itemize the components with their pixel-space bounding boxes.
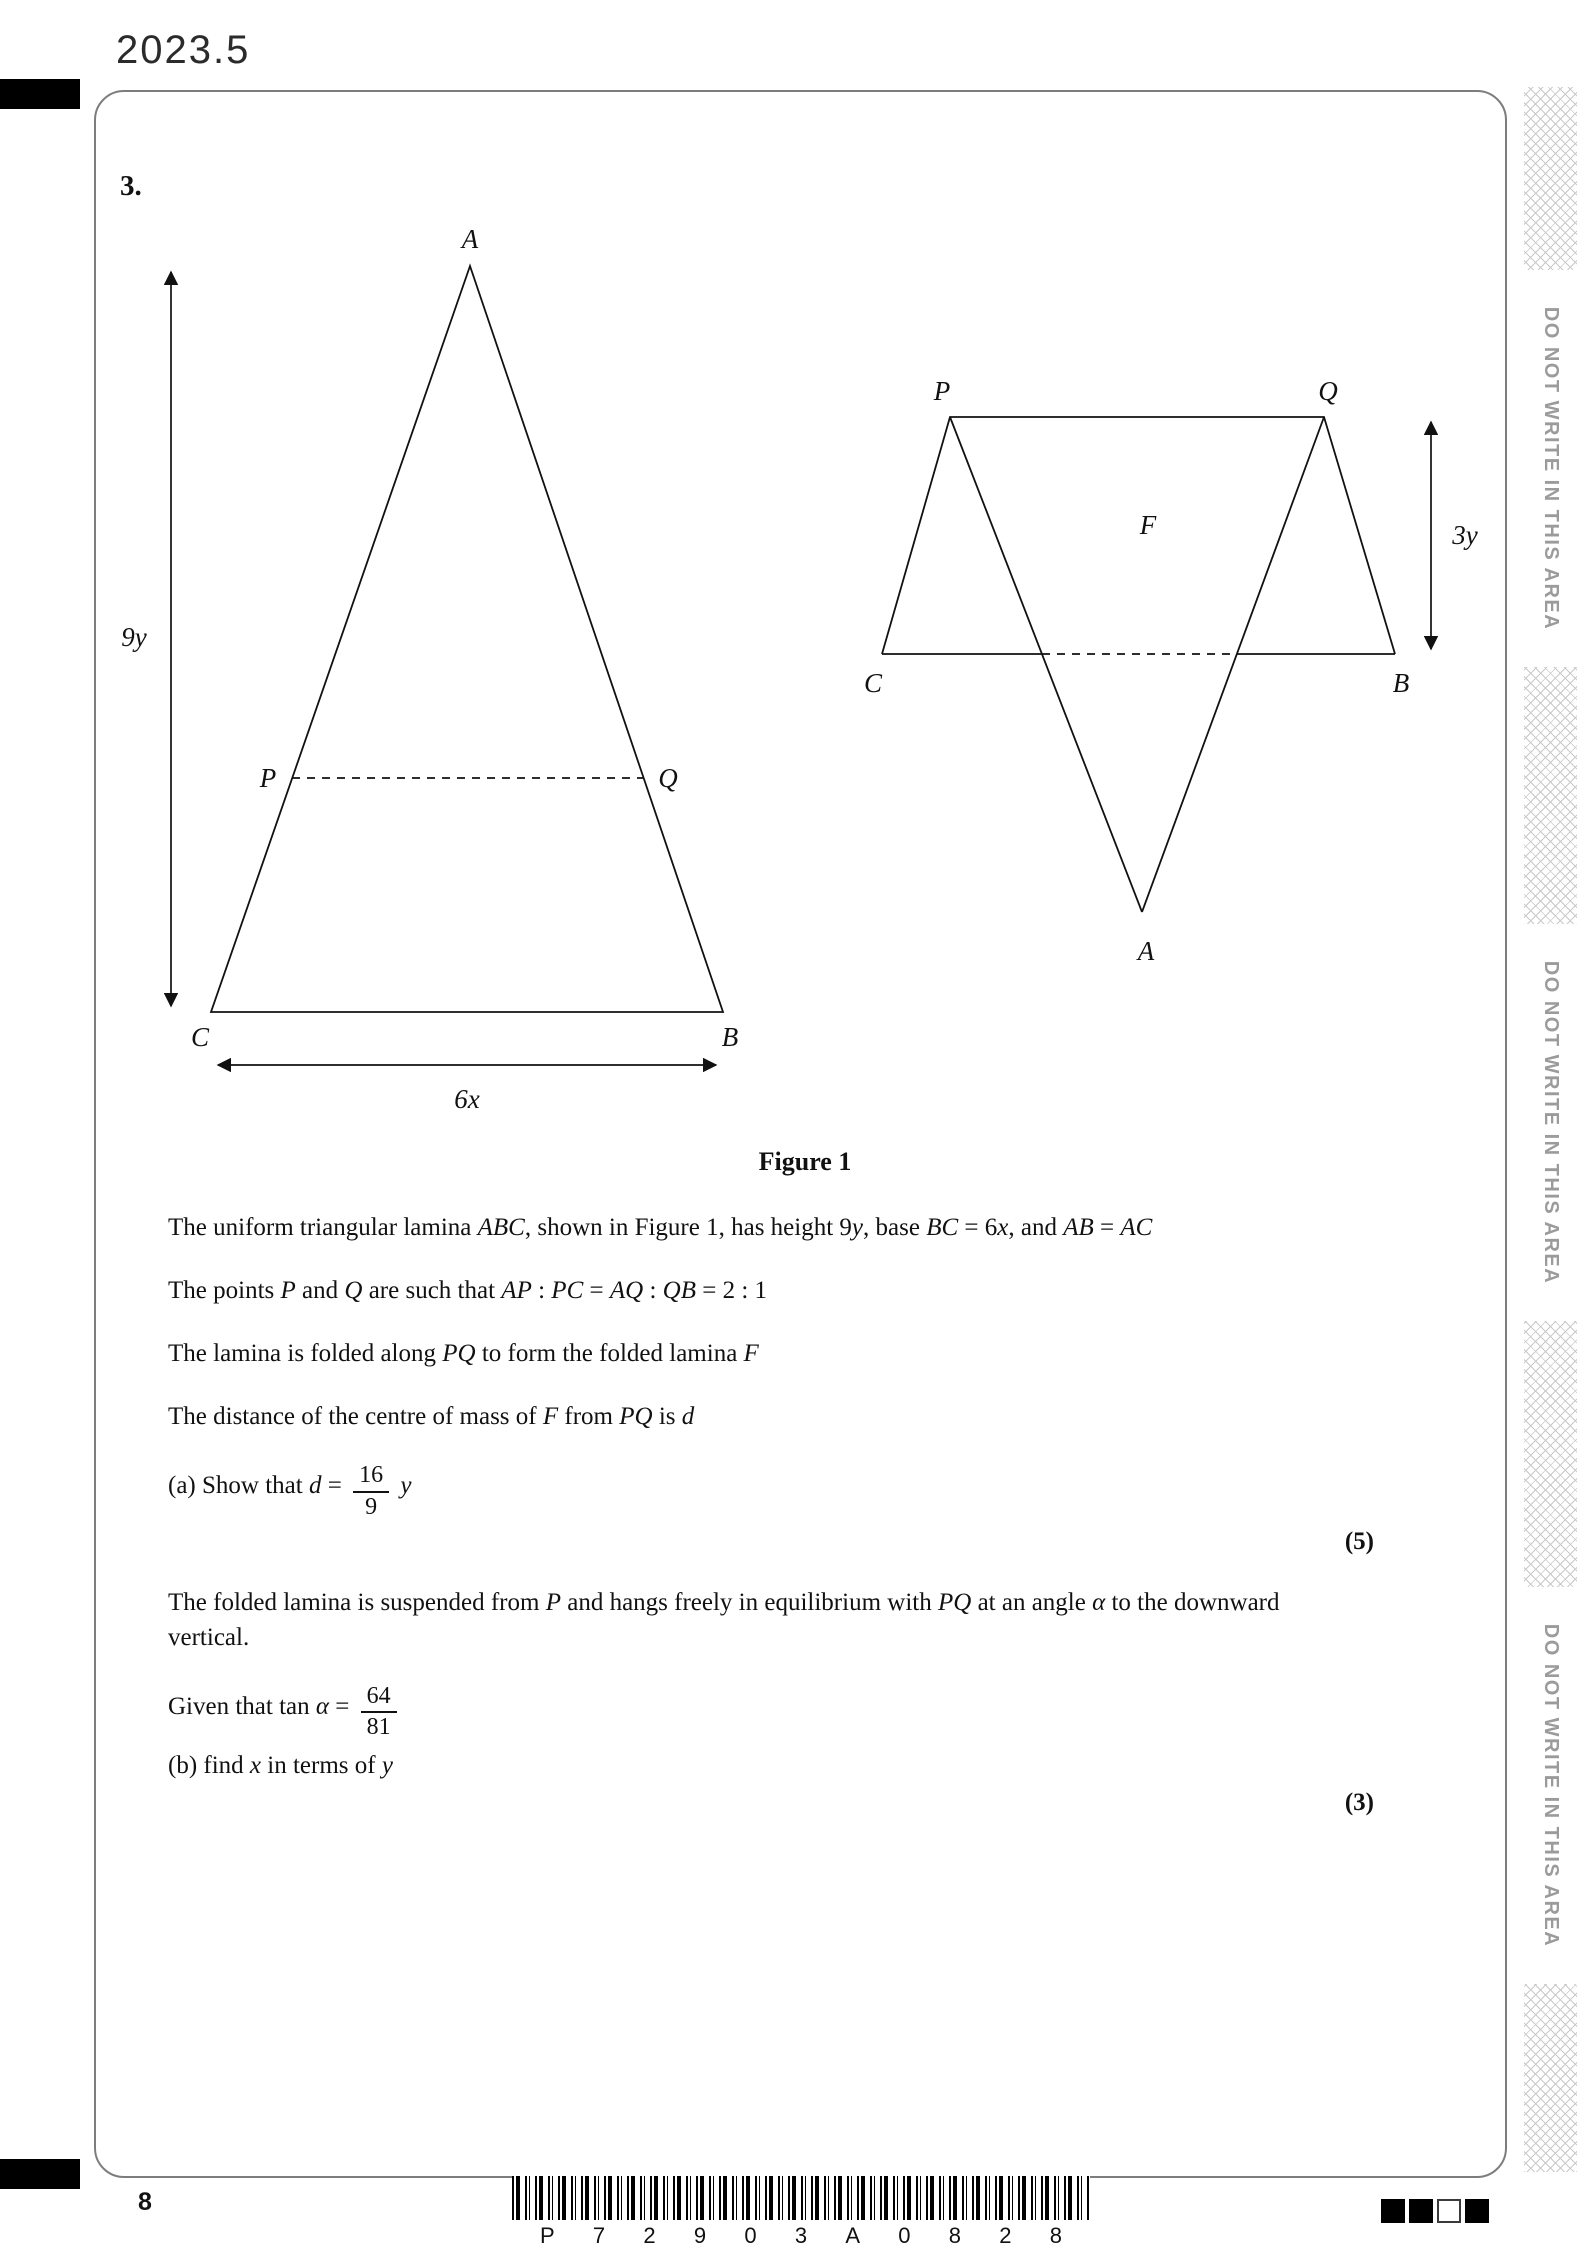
left-figure-labels bbox=[121, 224, 738, 1114]
binding-mark-top bbox=[0, 79, 80, 109]
marks-part-b: (3) bbox=[1344, 1788, 1374, 1816]
fraction: $\frac{64}{81}$ bbox=[361, 1683, 397, 1742]
barcode-char: 0 bbox=[744, 2223, 757, 2245]
do-not-write-label: DO NOT WRITE IN THIS AREA bbox=[1540, 306, 1563, 631]
barcode-digits bbox=[512, 2223, 1090, 2245]
triangle-lamina-abc bbox=[211, 266, 723, 1012]
paragraph-centre-of-mass: The distance of the centre of mass of F from PQ is d bbox=[168, 1403, 695, 1431]
barcode bbox=[512, 2176, 1090, 2220]
question-box bbox=[94, 90, 1507, 2178]
paragraph-fold: The lamina is folded along PQ to form the folded lamina F bbox=[168, 1340, 759, 1368]
part-b-statement: (b) find x in terms of y bbox=[168, 1751, 393, 1779]
barcode-char: A bbox=[845, 2223, 861, 2245]
vertex-label-b: B bbox=[1392, 668, 1410, 698]
do-not-write-strip bbox=[1524, 87, 1577, 2172]
barcode-char: 9 bbox=[693, 2223, 707, 2245]
corner-squares bbox=[1381, 2199, 1489, 2223]
do-not-write-text bbox=[1524, 270, 1577, 667]
paragraph-suspension: The folded lamina is suspended from P and hangs freely in equilibrium with PQ at an angle α to the downward vertical. bbox=[168, 1588, 1280, 1651]
do-not-write-text bbox=[1524, 1587, 1577, 1984]
corner-square bbox=[1437, 2199, 1461, 2223]
page-number: 8 bbox=[138, 2188, 152, 2216]
barcode-char: 3 bbox=[794, 2223, 808, 2245]
lamina-label-f: F bbox=[1139, 510, 1157, 540]
do-not-write-text bbox=[1524, 924, 1577, 1321]
vertex-label-p: P bbox=[259, 763, 277, 793]
figure-1 bbox=[96, 92, 1505, 1152]
do-not-write-label: DO NOT WRITE IN THIS AREA bbox=[1540, 1623, 1563, 1948]
folded-outline bbox=[882, 417, 1395, 654]
vertex-label-c: C bbox=[863, 668, 883, 698]
part-a-statement: (a) Show that d = $\frac{16}{9}$ y bbox=[168, 1462, 412, 1520]
vertex-label-q: Q bbox=[1318, 376, 1338, 406]
height-dimension-label: 3y bbox=[1452, 520, 1478, 550]
paragraph-lamina-description: The uniform triangular lamina ABC, shown in Figure 1, has height 9y, base BC = 6x, and AB = AC bbox=[168, 1214, 1153, 1242]
right-figure-labels bbox=[864, 376, 1478, 966]
left-dimension-arrows bbox=[171, 272, 716, 1065]
figure-caption: Figure 1 bbox=[758, 1147, 852, 1176]
corner-square bbox=[1465, 2199, 1489, 2223]
corner-square bbox=[1409, 2199, 1433, 2223]
paragraph-points-ratio: The points P and Q are such that AP : PC = AQ : QB = 2 : 1 bbox=[168, 1277, 768, 1305]
vertex-label-c: C bbox=[190, 1022, 210, 1052]
vertex-label-a: A bbox=[461, 224, 479, 254]
barcode-char: 2 bbox=[999, 2223, 1012, 2245]
question-number: 3. bbox=[120, 170, 142, 202]
vertex-label-a: A bbox=[1137, 936, 1155, 966]
folded-lamina-f bbox=[882, 417, 1395, 912]
base-dimension-label: 6x bbox=[454, 1084, 480, 1114]
barcode-char: 0 bbox=[898, 2223, 911, 2245]
fraction: $\frac{16}{9}$ bbox=[353, 1462, 389, 1521]
height-dimension-label: 9y bbox=[121, 622, 147, 652]
barcode-char: 7 bbox=[592, 2223, 606, 2245]
triangle-outline bbox=[211, 266, 723, 1012]
handwritten-annotation: 2023.5 bbox=[116, 28, 251, 72]
vertex-label-b: B bbox=[721, 1022, 739, 1052]
barcode-char: 8 bbox=[1049, 2223, 1062, 2245]
barcode-block bbox=[512, 2176, 1090, 2245]
binding-mark-bottom bbox=[0, 2159, 80, 2189]
vertex-label-q: Q bbox=[658, 763, 678, 793]
fold-edge-qa bbox=[1142, 417, 1324, 912]
do-not-write-label: DO NOT WRITE IN THIS AREA bbox=[1540, 960, 1563, 1285]
barcode-char: 2 bbox=[643, 2223, 656, 2245]
barcode-char: P bbox=[540, 2223, 555, 2245]
fold-edge-pa bbox=[950, 417, 1142, 912]
vertex-label-p: P bbox=[933, 376, 951, 406]
marks-part-a: (5) bbox=[1344, 1527, 1374, 1555]
corner-square bbox=[1381, 2199, 1405, 2223]
question-text bbox=[168, 1144, 1386, 1846]
paragraph-tan-alpha: Given that tan α = $\frac{64}{81}$ bbox=[168, 1683, 1320, 1742]
barcode-char: 8 bbox=[948, 2223, 961, 2245]
